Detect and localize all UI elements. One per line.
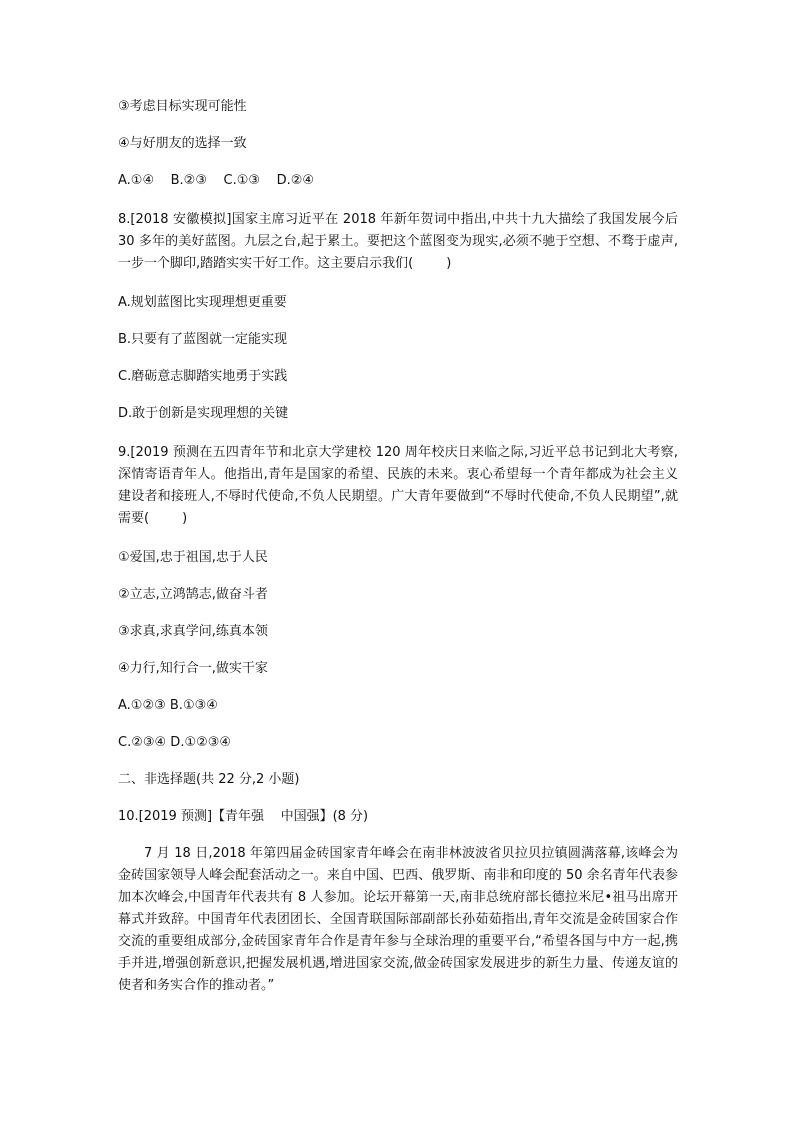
q8-option-d: D.敢于创新是实现理想的关键	[118, 406, 289, 421]
q10-paragraph: 7 月 18 日,2018 年第四届金砖国家青年峰会在南非林波波省贝拉贝拉镇圆满落幕,该峰会为金砖国家领导人峰会配套活动之一。来自中国、巴西、俄罗斯、南非和印度的 50 余名青年代表参加本次峰会,中国青年代表共有 8 人参加。论坛开幕第一天,南非总统府部长德拉米尼•祖马出席开幕式并致辞。中国青年代表团团长、全国青联国际部副部长孙茹茹指出,青年交流是金砖国家合作交流的重要组成部分,金砖国家青年合作是青年参与全球治理的重要平台,“希望各国与中方一起,携手并进,增强创新意识,把握发展机遇,增进国家交流,做金砖国家发展进步的新生力量、传递友谊的使者和务实合作的推动者。”	[118, 846, 678, 993]
q8-option-c: C.磨砺意志脚踏实地勇于实践	[118, 369, 288, 384]
section-heading: 二、非选择题(共 22 分,2 小题)	[118, 772, 300, 787]
q10-title: 10.[2019 预测]【青年强 中国强】(8 分)	[118, 809, 369, 824]
q9-option-4: ④力行,知行合一,做实干家	[118, 661, 268, 676]
document-page	[118, 98, 683, 997]
q9-answer-choices-cd: C.②③④ D.①②③④	[118, 735, 232, 750]
q7-answer-choices: A.①④ B.②③ C.①③ D.②④	[118, 173, 315, 188]
q9-option-2: ②立志,立鸿鹄志,做奋斗者	[118, 587, 268, 602]
q9-answer-choices-ab: A.①②③ B.①③④	[118, 698, 218, 713]
q9-option-1: ①爱国,忠于祖国,忠于人民	[118, 550, 268, 565]
q7-option-4: ④与好朋友的选择一致	[118, 136, 247, 151]
q7-option-3: ③考虑目标实现可能性	[118, 99, 247, 114]
q9-stem: 9.[2019 预测在五四青年节和北京大学建校 120 周年校庆日来临之际,习近平总书记到北大考察,深情寄语青年人。他指出,青年是国家的希望、民族的未来。衷心希望每一个青年都成为社会主义建设者和接班人,不辱时代使命,不负人民期望。广大青年要做到“不辱时代使命,不负人民期望”,就需要( )	[118, 445, 678, 526]
q8-option-a: A.规划蓝图比实现理想更重要	[118, 295, 287, 310]
q8-option-b: B.只要有了蓝图就一定能实现	[118, 332, 288, 347]
q8-stem: 8.[2018 安徽模拟]国家主席习近平在 2018 年新年贺词中指出,中共十九大描绘了我国发展今后 30 多年的美好蓝图。九层之台,起于累土。要把这个蓝图变为现实,必须不驰于空想、不骛于虚声,一步一个脚印,踏踏实实干好工作。这主要启示我们( )	[118, 212, 683, 271]
q9-option-3: ③求真,求真学问,练真本领	[118, 624, 268, 639]
